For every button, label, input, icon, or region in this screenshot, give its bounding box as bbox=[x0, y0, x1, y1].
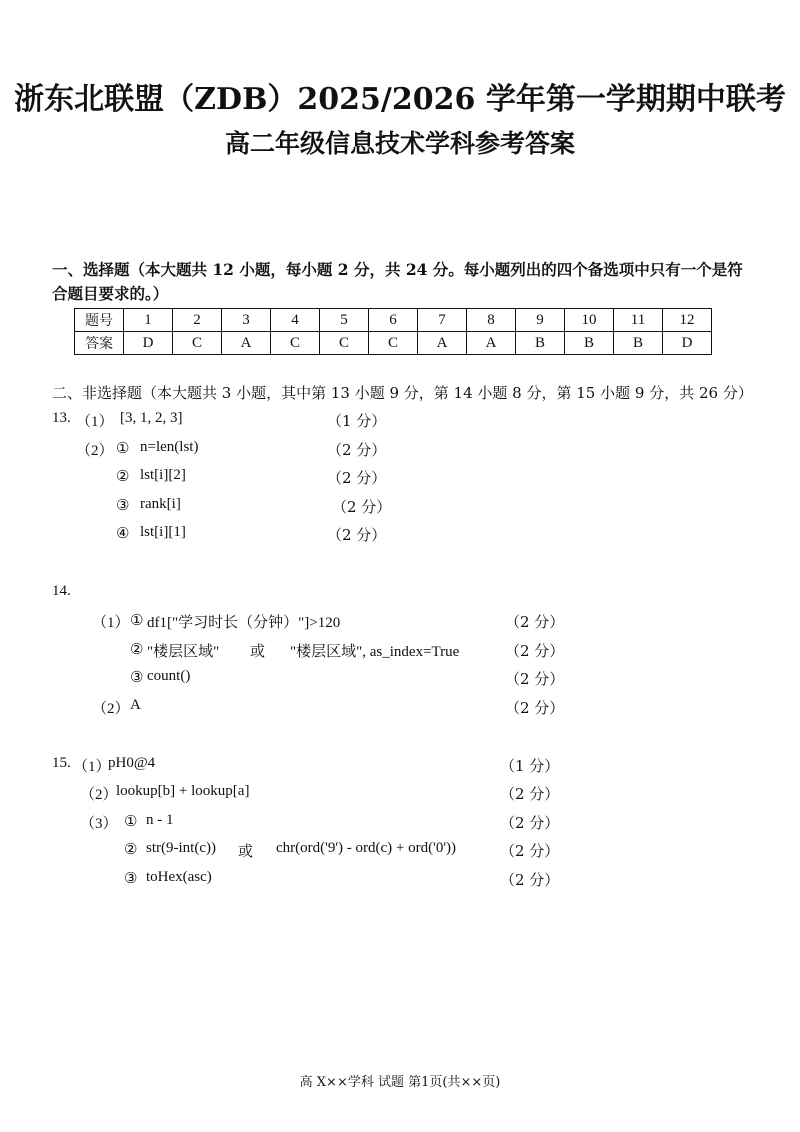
q13-number: 13. bbox=[52, 410, 71, 426]
table-cell: 11 bbox=[614, 309, 663, 332]
q13-item-answer: rank[i] bbox=[140, 496, 181, 512]
q14-item-mark: ① bbox=[130, 613, 144, 629]
q15-item-or: 或 bbox=[238, 844, 254, 860]
q15-item-answer: n - 1 bbox=[146, 812, 174, 828]
table-cell: C bbox=[369, 332, 418, 355]
q14-item-answer: df1["学习时长（分钟）"]>120 bbox=[147, 615, 341, 631]
q13-part1-answer: [3, 1, 2, 3] bbox=[120, 410, 183, 426]
table-cell: 2 bbox=[173, 309, 222, 332]
q15-item-mark: ③ bbox=[124, 871, 138, 887]
q13-item-score: （2 分） bbox=[327, 469, 387, 487]
table-cell: A bbox=[467, 332, 516, 355]
table-cell: B bbox=[614, 332, 663, 355]
q15-part2-score: （2 分） bbox=[500, 785, 560, 803]
table-cell: D bbox=[124, 332, 173, 355]
table-cell: D bbox=[663, 332, 712, 355]
table-cell: 4 bbox=[271, 309, 320, 332]
q13-item-mark: ④ bbox=[116, 526, 130, 542]
table-cell: 1 bbox=[124, 309, 173, 332]
table-cell: 8 bbox=[467, 309, 516, 332]
document-title: 浙东北联盟（ZDB）2025/2026 学年第一学期期中联考 bbox=[14, 82, 786, 117]
q13-item-answer: n=len(lst) bbox=[140, 439, 199, 455]
table-cell: A bbox=[418, 332, 467, 355]
table-cell: C bbox=[173, 332, 222, 355]
table-cell: B bbox=[565, 332, 614, 355]
q14-item-mark: ③ bbox=[130, 670, 144, 686]
table-cell: 3 bbox=[222, 309, 271, 332]
q13-part1-score: （1 分） bbox=[327, 412, 387, 430]
q13-item-answer: lst[i][2] bbox=[140, 467, 186, 483]
q13-item-mark: ① bbox=[116, 441, 130, 457]
q15-item-answer-a: str(9-int(c)) bbox=[146, 840, 216, 856]
q15-part1-score: （1 分） bbox=[500, 757, 560, 775]
q15-item-mark: ① bbox=[124, 814, 138, 830]
q15-item-answer-b: chr(ord('9') - ord(c) + ord('0')) bbox=[276, 840, 457, 856]
q15-item-score: （2 分） bbox=[500, 842, 560, 860]
section1-heading: 一、选择题（本大题共 12 小题，每小题 2 分，共 24 分。每小题列出的四个备选项中只有一个是符合题目要求的。） bbox=[52, 260, 743, 303]
q14-part2-label: （2） bbox=[92, 701, 130, 717]
q15-item-answer: toHex(asc) bbox=[146, 869, 212, 885]
q14-item-answer-a: "楼层区域" bbox=[147, 644, 220, 660]
q14-part2-answer: A bbox=[130, 697, 141, 713]
document-subtitle: 高二年级信息技术学科参考答案 bbox=[224, 129, 575, 158]
q15-item-score: （2 分） bbox=[500, 814, 560, 832]
table-cell: 6 bbox=[369, 309, 418, 332]
table-cell: 5 bbox=[320, 309, 369, 332]
table-cell: 10 bbox=[565, 309, 614, 332]
q14-item-score: （2 分） bbox=[505, 670, 565, 688]
answer-table bbox=[74, 308, 712, 355]
q13-part2-label: （2） bbox=[76, 443, 114, 459]
q14-item-score: （2 分） bbox=[505, 642, 565, 660]
q14-item-score: （2 分） bbox=[505, 613, 565, 631]
q13-item-answer: lst[i][1] bbox=[140, 524, 186, 540]
q13-item-mark: ③ bbox=[116, 498, 130, 514]
page-footer: 高 X××学科 试题 第1页(共××页) bbox=[299, 1075, 501, 1090]
table-cell: C bbox=[271, 332, 320, 355]
q14-part1-label: （1） bbox=[92, 615, 130, 631]
q15-part3-label: （3） bbox=[80, 816, 118, 832]
q15-item-score: （2 分） bbox=[500, 871, 560, 889]
q14-item-answer: count() bbox=[147, 668, 191, 684]
section2-heading: 二、非选择题（本大题共 3 小题，其中第 13 小题 9 分，第 14 小题 8 分，第 15 小题 9 分，共 26 分） bbox=[52, 384, 753, 402]
q13-item-score: （2 分） bbox=[327, 441, 387, 459]
table-row bbox=[75, 309, 712, 332]
q15-item-mark: ② bbox=[124, 842, 138, 858]
table-cell: 9 bbox=[516, 309, 565, 332]
q14-part2-score: （2 分） bbox=[505, 699, 565, 717]
table-cell: C bbox=[320, 332, 369, 355]
q14-item-answer-b: "楼层区域", as_index=True bbox=[290, 644, 460, 660]
table-cell: 12 bbox=[663, 309, 712, 332]
q14-item-or: 或 bbox=[250, 644, 266, 660]
q13-item-score: （2 分） bbox=[332, 498, 392, 516]
table-row bbox=[75, 332, 712, 355]
q15-part2-label: （2） bbox=[80, 787, 118, 803]
q13-item-score: （2 分） bbox=[327, 526, 387, 544]
q13-part1-label: （1） bbox=[76, 414, 114, 430]
q15-number: 15. bbox=[52, 755, 71, 771]
table-cell: B bbox=[516, 332, 565, 355]
table-cell: 答案 bbox=[75, 332, 124, 355]
table-cell: 题号 bbox=[75, 309, 124, 332]
q15-part2-answer: lookup[b] + lookup[a] bbox=[116, 783, 250, 799]
table-cell: 7 bbox=[418, 309, 467, 332]
table-cell: A bbox=[222, 332, 271, 355]
q14-item-mark: ② bbox=[130, 642, 144, 658]
q14-number: 14. bbox=[52, 583, 71, 599]
q13-item-mark: ② bbox=[116, 469, 130, 485]
q15-part1-answer: pH0@4 bbox=[108, 755, 156, 771]
q15-part1-label: （1） bbox=[73, 759, 111, 775]
